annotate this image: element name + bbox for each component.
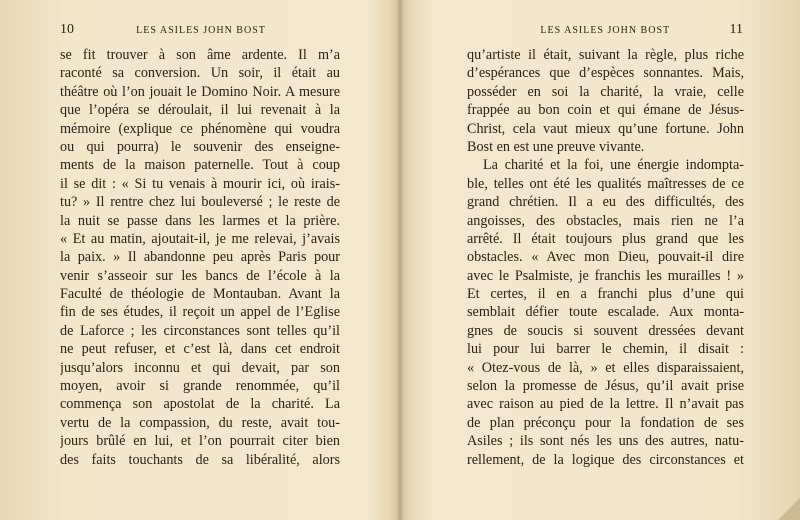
text-line: avec raison au pied de la lettre. Il n’avait pas (467, 396, 744, 413)
text-line: avec le Psalmiste, je franchis les murailles ! » (467, 267, 744, 284)
text-line: frappée au bon coin et qui émane de Jésus- (467, 102, 744, 119)
text-line: Et certes, il en a franchi plus d’une qui (467, 286, 744, 303)
text-line: que l’opéra se déroulait, il lui revenait à la (60, 102, 340, 119)
text-line: mémoire (explique ce phénomène qui voudra (60, 120, 340, 137)
text-line: Bost en est une preuve vivante. (467, 138, 645, 155)
text-line: il se dit : « Si tu venais à mourir ici, où irais- (60, 175, 340, 192)
text-line: commença son apostolat de la charité. La (60, 396, 340, 413)
running-head: LES ASILES JOHN BOST (136, 25, 266, 36)
text-line: Asiles ; ils sont nés les uns des autres, natu- (467, 433, 744, 450)
text-line: arrêté. Il était toujours plus grand que les (467, 230, 744, 247)
text-line: moyen, avoir si grande renommée, qu’il (60, 378, 340, 395)
text-line: des faits touchants de sa libéralité, alors (60, 451, 340, 468)
text-line: lui pour lui barrer le chemin, il disait : (467, 341, 744, 358)
text-line: gnes de soucis si souvent dressées devant (467, 322, 744, 339)
text-line: vertu de la compassion, du reste, avait tou- (60, 414, 340, 431)
text-line: jusqu’alors inconnu et qui devait, par son (60, 359, 340, 376)
text-line: grand chrétien. Il a eu des difficultés, des (467, 194, 744, 211)
text-line: jours brûlé en lui, et l’on pourrait citer bien (60, 433, 340, 450)
text-line: La charité et la foi, une énergie indompta- (483, 157, 744, 174)
text-line: d’espérances que d’espèces sonnantes. Mais, (467, 65, 744, 82)
text-line: obstacles. « Avec mon Dieu, pouvait-il dire (467, 249, 744, 266)
page-corner (778, 498, 800, 520)
text-line: se fit trouver à son âme ardente. Il m’a (60, 47, 340, 63)
right-page-body (467, 46, 744, 469)
text-line: tu? » Il rentre chez lui bouleversé ; le reste de (60, 194, 340, 211)
text-line: ou qui pourra) le souvenir des enseigne- (60, 138, 340, 155)
text-line: de Laforce ; les circonstances sont telles qu’il (60, 322, 340, 339)
text-line: théâtre où l’on jouait le Domino Noir. A mesure (60, 83, 340, 100)
text-line: la nuit se passe dans les larmes et la prière. (60, 212, 340, 229)
page-number: 11 (729, 22, 743, 37)
right-page-header (467, 22, 743, 40)
text-line: raconté sa conversion. Un soir, il était au (60, 65, 340, 82)
text-line: Faculté de théologie de Montauban. Avant la (60, 286, 340, 303)
left-page-body (60, 46, 340, 469)
page-number: 10 (60, 22, 74, 37)
text-line: semblait défier toute escalade. Aux monta- (467, 304, 744, 321)
text-line: selon la promesse de Jésus, qu’il avait prise (467, 378, 744, 395)
right-page (400, 0, 800, 520)
text-line: ble, telles ont été les qualités maîtresses de ce (467, 175, 744, 192)
text-line: la paix. » Il abandonne peu après Paris pour (60, 249, 340, 266)
text-line: de plan préconçu pour la fondation de ses (467, 414, 744, 431)
running-head: LES ASILES JOHN BOST (540, 25, 671, 36)
left-page-header (60, 22, 342, 40)
text-line: fin de ses études, il reçoit un appel de l’Eglise (60, 304, 340, 321)
text-line: angoisses, des obstacles, mais rien ne l’a (467, 212, 744, 229)
text-line: Christ, cela vaut mieux qu’une fortune. John (467, 120, 744, 137)
text-line: rellement, de la logique des circonstances et (467, 451, 744, 468)
text-line: venir s’asseoir sur les bancs de l’école à la (60, 267, 340, 284)
text-line: posséder en soi la charité, la vraie, celle (467, 83, 744, 100)
text-line: « Et au matin, ajoutait-il, je me relevai, j’avais (60, 230, 340, 247)
text-line: ments de la maison paternelle. Tout à coup (60, 157, 340, 174)
text-line: qu’artiste il était, suivant la règle, plus riche (467, 47, 744, 63)
text-line: « Otez-vous de là, » et elles disparaissaient, (467, 359, 744, 376)
text-line: ne peut refuser, et c’est là, dans cet endroit (60, 341, 340, 358)
